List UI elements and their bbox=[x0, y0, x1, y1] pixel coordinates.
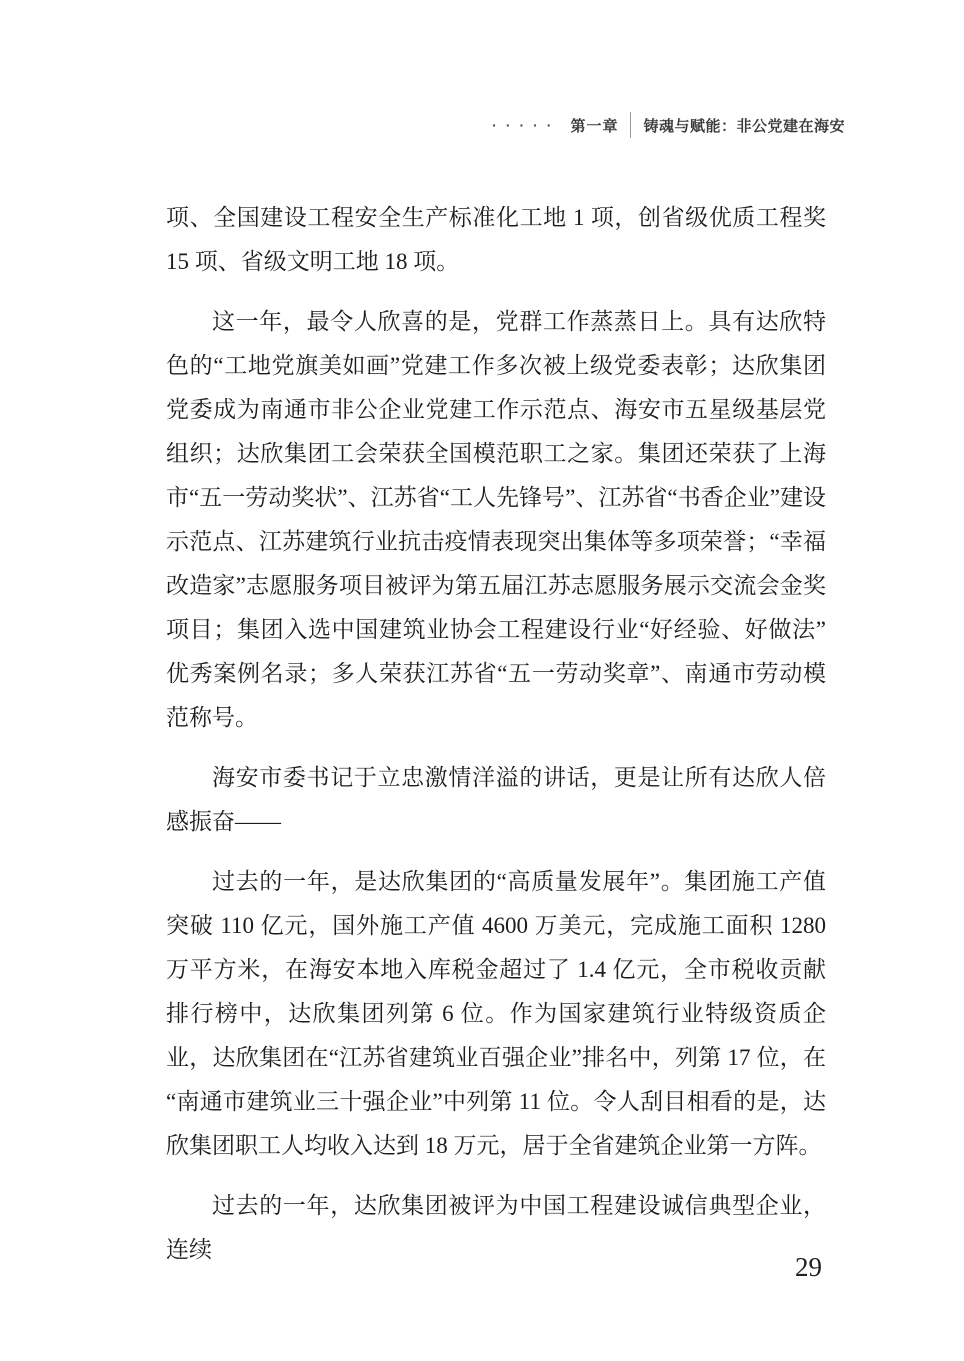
running-header bbox=[492, 112, 845, 138]
header-divider-line bbox=[630, 112, 631, 138]
header-dots-decoration: ····· bbox=[492, 117, 561, 133]
chapter-number-label: 第一章 bbox=[570, 117, 619, 135]
paragraph: 过去的一年，达欣集团被评为中国工程建设诚信典型企业，连续 bbox=[166, 1193, 826, 1262]
paragraph: 项、全国建设工程安全生产标准化工地 1 项，创省级优质工程奖 15 项、省级文明工地 18 项。 bbox=[166, 205, 826, 274]
body-text bbox=[166, 196, 826, 1288]
paragraph: 过去的一年，是达欣集团的“高质量发展年”。集团施工产值突破 110 亿元，国外施工产值 4600 万美元，完成施工面积 1280 万平方米，在海安本地入库税金超过了 1.4 亿元，全市税收贡献排行榜中，达欣集团列第 6 位。作为国家建筑行业特级资质企业，达欣集团在“江苏省建筑业百强企业”排名中，列第 17 位，在“南通市建筑业三十强企业”中列第 11 位。令人刮目相看的是，达欣集团职工人均收入达到 18 万元，居于全省建筑企业第一方阵。 bbox=[166, 869, 826, 1158]
paragraph: 海安市委书记于立忠激情洋溢的讲话，更是让所有达欣人倍感振奋—— bbox=[166, 765, 826, 834]
page-number: 29 bbox=[795, 1252, 822, 1282]
chapter-title: 铸魂与赋能：非公党建在海安 bbox=[643, 117, 845, 135]
paragraph: 这一年，最令人欣喜的是，党群工作蒸蒸日上。具有达欣特色的“工地党旗美如画”党建工作多次被上级党委表彰；达欣集团党委成为南通市非公企业党建工作示范点、海安市五星级基层党组织；达欣集团工会荣获全国模范职工之家。集团还荣获了上海市“五一劳动奖状”、江苏省“工人先锋号”、江苏省“书香企业”建设示范点、江苏建筑行业抗击疫情表现突出集体等多项荣誉；“幸福改造家”志愿服务项目被评为第五届江苏志愿服务展示交流会金奖项目；集团入选中国建筑业协会工程建设行业“好经验、好做法”优秀案例名录；多人荣获江苏省“五一劳动奖章”、南通市劳动模范称号。 bbox=[166, 309, 826, 730]
